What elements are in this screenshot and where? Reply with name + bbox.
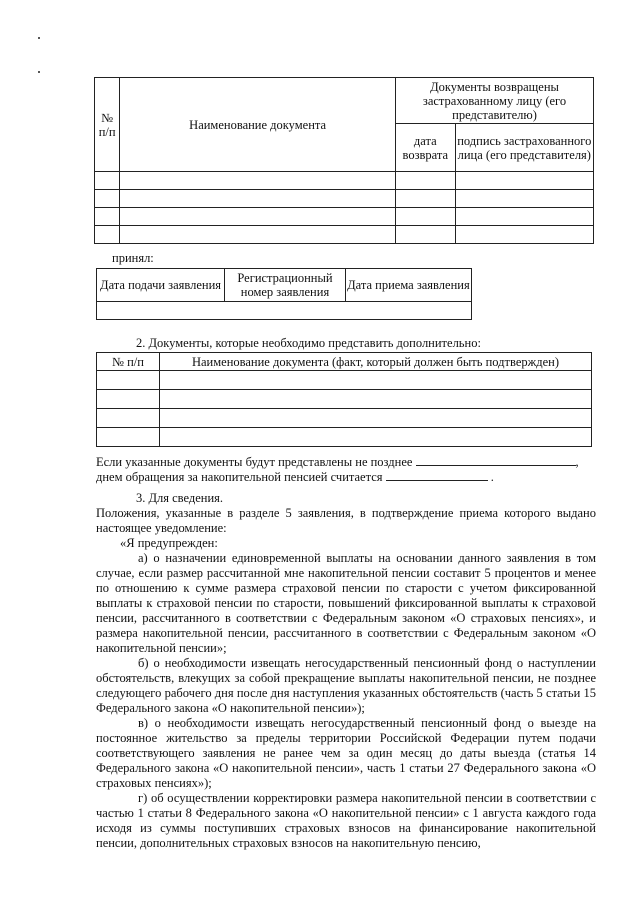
table1-header-num: № п/п (95, 78, 120, 172)
deadline-blank[interactable] (416, 454, 576, 466)
table-row (95, 226, 594, 244)
deadline-line: Если указанные документы будут представлены не позднее , (96, 455, 579, 469)
provisions-text: Положения, указанные в разделе 5 заявления, в подтверждение приема которого выдано настоящее уведомление: (96, 506, 596, 535)
item-g-text: г) об осуществлении корректировки размера накопительной пенсии в соответствии с частью 1 статьи 8 Федерального закона «О накопительной пенсии» с 1 августа каждого года исходя из суммы поступивших страховых взносов на финансирование накопительной пенсии, дополнительных страховых взносов на накопительную пенсию, (96, 791, 596, 850)
table3-header-num: № п/п (97, 353, 160, 371)
table1-header-signature: подпись застрахованного лица (его представителя) (455, 124, 593, 172)
appeal-text: днем обращения за накопительной пенсией считается (96, 470, 383, 484)
registration-data-cell[interactable] (97, 302, 472, 320)
additional-documents-table (96, 352, 592, 447)
application-registration-table (96, 268, 472, 320)
section-2-title: 2. Документы, которые необходимо представить дополнительно: (136, 336, 481, 350)
accepted-label: принял: (112, 251, 154, 265)
table-row (97, 390, 592, 409)
table-row (97, 409, 592, 428)
item-v-text: в) о необходимости извещать негосударственный пенсионный фонд о выезде на постоянное жительство за пределы территории Российской Федерации путем подачи соответствующего заявления не ранее чем за один месяц до даты выезда (статья 14 Федерального закона «О накопительной пенсии», часть 1 статьи 27 Федерального закона «О страховых пенсиях»); (96, 716, 596, 790)
scan-speck (38, 37, 40, 39)
table1-header-returned: Документы возвращены застрахованному лицу (его представителю) (396, 78, 594, 124)
appeal-date-blank[interactable] (386, 469, 488, 481)
table-row (95, 208, 594, 226)
section-3-title: 3. Для сведения. (136, 491, 224, 505)
warned-text: «Я предупрежден: (120, 536, 218, 550)
appeal-line: днем обращения за накопительной пенсией считается . (96, 470, 494, 484)
table1-header-name: Наименование документа (120, 78, 396, 172)
returned-documents-table (94, 77, 594, 244)
table2-header-accept-date: Дата приема заявления (345, 269, 471, 302)
table3-header-name: Наименование документа (факт, который должен быть подтвержден) (160, 353, 592, 371)
table-row (95, 172, 594, 190)
deadline-text: Если указанные документы будут представлены не позднее (96, 455, 413, 469)
table-row (97, 302, 472, 320)
table2-header-reg-number: Регистрационный номер заявления (225, 269, 346, 302)
item-b-text: б) о необходимости извещать негосударственный пенсионный фонд о наступлении обстоятельств, влекущих за собой прекращение выплаты накопительной пенсии, не позднее следующего рабочего дня после дня наступления указанных обстоятельств (часть 5 статьи 15 Федерального закона «О накопительной пенсии»); (96, 656, 596, 715)
table1-header-return-date: дата возврата (396, 124, 456, 172)
table-row (97, 371, 592, 390)
table-row (95, 190, 594, 208)
table-row (97, 428, 592, 447)
table2-header-submit-date: Дата подачи заявления (97, 269, 225, 302)
scan-speck (38, 71, 40, 73)
item-a-text: а) о назначении единовременной выплаты на основании данного заявления в том случае, если размер рассчитанной мне накопительной пенсии составит 5 процентов и менее по отношению к сумме размера страховой пенсии по старости с учетом фиксированной выплаты к страховой пенсии по старости, повышений фиксированной выплаты к страховой пенсии, рассчитанного в соответствии с Федеральным законом «О страховых пенсиях», и размера накопительной пенсии, рассчитанного в соответствии с Федеральным законом «О накопительной пенсии»; (96, 551, 596, 655)
